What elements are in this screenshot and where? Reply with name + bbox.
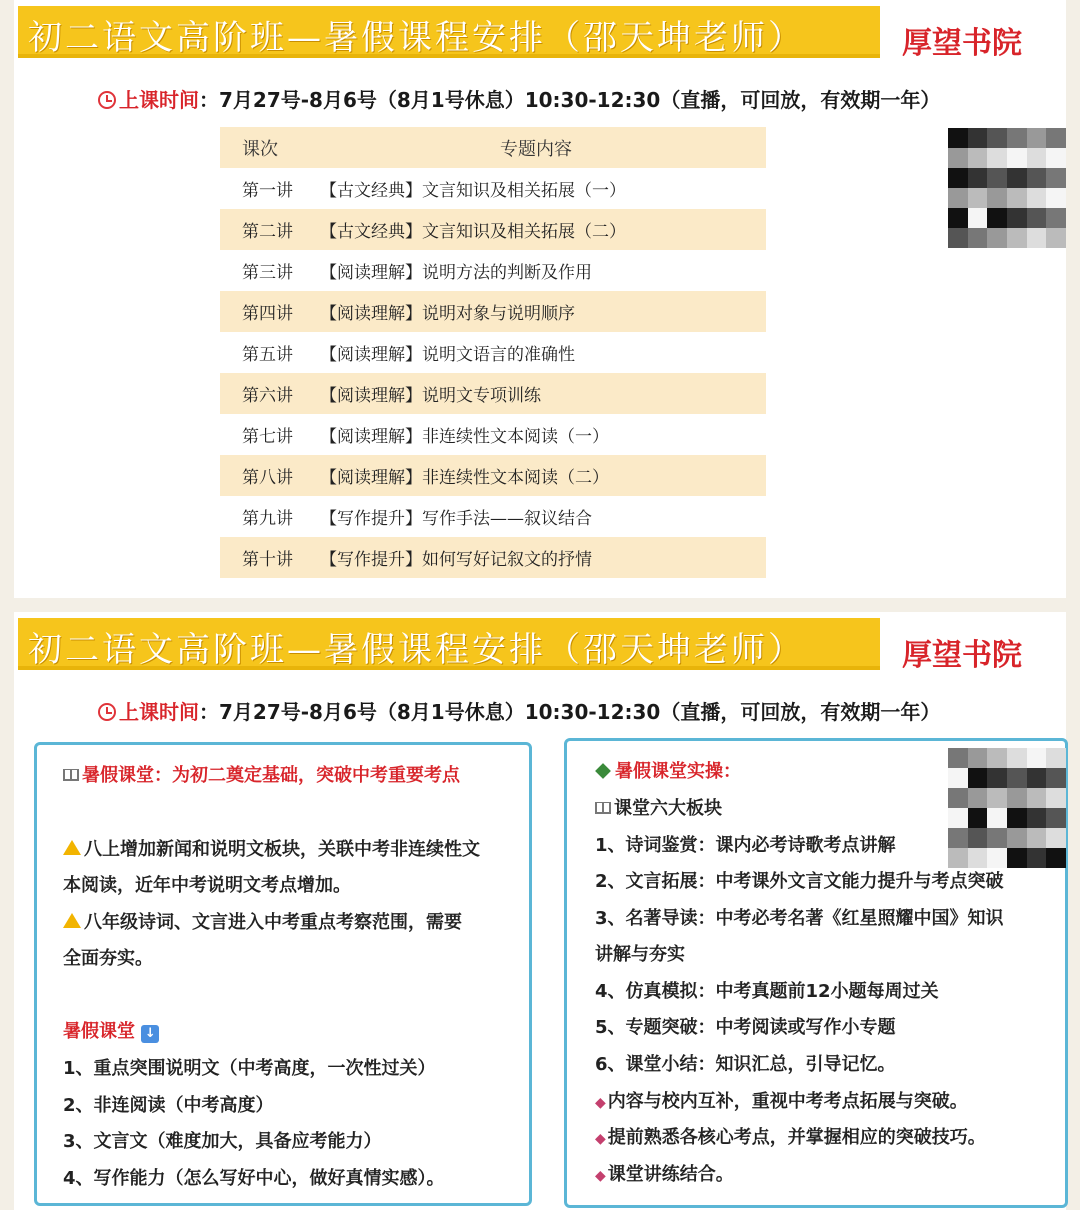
session-cell: 第四讲 — [220, 291, 320, 332]
table-header-row — [220, 127, 766, 168]
schedule-card — [14, 0, 1066, 598]
class-time-label: 上课时间 — [119, 88, 199, 112]
topic-cell: 【古文经典】文言知识及相关拓展（二） — [320, 209, 766, 250]
session-cell: 第十讲 — [220, 537, 320, 578]
banner-title: 初二语文高阶班—暑假课程安排（邵天坤老师） — [28, 630, 805, 670]
practice-heading: 暑假课堂实操： — [595, 757, 741, 783]
mark-icon: ◆ — [595, 1168, 606, 1184]
session-cell: 第九讲 — [242, 509, 293, 529]
table-row — [220, 332, 766, 373]
brand-name: 厚望书院 — [902, 638, 1022, 673]
table-row — [220, 537, 766, 578]
session-cell: 第六讲 — [220, 373, 320, 414]
topic-cell: 【阅读理解】说明文语言的准确性 — [320, 345, 575, 365]
down-arrow-icon: ↓ — [141, 1025, 159, 1043]
topic-cell: 【阅读理解】非连续性文本阅读（二） — [320, 455, 766, 496]
mark-icon: ◆ — [595, 1095, 606, 1111]
warning-icon — [63, 913, 81, 928]
list-item: 3、名著导读：中考必考名著《红星照耀中国》知识 — [595, 908, 1004, 929]
class-time-value: ：7月27号-8月6号（8月1号休息）10:30-12:30（直播，可回放，有效期一年） — [199, 700, 941, 724]
alarm-clock-icon — [98, 703, 116, 721]
session-cell: 第一讲 — [242, 181, 293, 201]
schedule-table — [220, 127, 766, 578]
qr-code-image — [948, 128, 1066, 248]
alarm-clock-icon — [98, 91, 116, 109]
class-time-value: ：7月27号-8月6号（8月1号休息）10:30-12:30（直播，可回放，有效期一年） — [199, 88, 941, 112]
list-item: 4、仿真模拟：中考真题前12小题每周过关 — [595, 981, 939, 1002]
pen-icon — [595, 763, 611, 779]
note-line: 本阅读，近年中考说明文考点增加。 — [63, 875, 351, 896]
list-item: 2、文言拓展：中考课外文言文能力提升与考点突破 — [595, 871, 1004, 892]
key-point: ◆ 课堂讲练结合。 — [595, 1164, 734, 1185]
modules-heading: 课堂六大板块 — [595, 794, 722, 820]
list-item: 2、非连阅读（中考高度） — [63, 1095, 274, 1116]
list-item: 3、文言文（难度加大，具备应考能力） — [63, 1131, 382, 1152]
topic-cell: 【阅读理解】说明方法的判断及作用 — [320, 263, 592, 283]
topic-cell: 【阅读理解】说明对象与说明顺序 — [320, 291, 766, 332]
key-point: ◆ 提前熟悉各核心考点，并掌握相应的突破技巧。 — [595, 1127, 986, 1148]
class-time-label: 上课时间 — [119, 700, 199, 724]
table-row — [220, 168, 766, 209]
class-time — [98, 84, 940, 113]
table-row — [220, 209, 766, 250]
warning-icon — [63, 840, 81, 855]
class-time — [98, 696, 940, 725]
table-row — [220, 250, 766, 291]
session-cell: 第八讲 — [220, 455, 320, 496]
table-row — [220, 414, 766, 455]
table-row — [220, 291, 766, 332]
key-point: ◆ 内容与校内互补，重视中考考点拓展与突破。 — [595, 1091, 968, 1112]
session-cell: 第二讲 — [220, 209, 320, 250]
list-item: 5、专题突破：中考阅读或写作小专题 — [595, 1017, 896, 1038]
mark-icon: ◆ — [595, 1131, 606, 1147]
list-item: 1、重点突围说明文（中考高度，一次性过关） — [63, 1058, 436, 1079]
qr-code-image — [948, 748, 1066, 868]
note-line: 八上增加新闻和说明文板块，关联中考非连续性文 — [63, 835, 480, 861]
session-cell: 第五讲 — [242, 345, 293, 365]
title-banner — [18, 6, 880, 58]
list-item: 讲解与夯实 — [595, 944, 685, 965]
list-item: 4、写作能力（怎么写好中心，做好真情实感）。 — [63, 1168, 445, 1189]
table-row — [220, 496, 766, 537]
note-line: 全面夯实。 — [63, 948, 153, 969]
note-line: 八年级诗词、文言进入中考重点考察范围，需要 — [63, 908, 462, 934]
title-banner — [18, 618, 880, 670]
list-item: 1、诗词鉴赏：课内必考诗歌考点讲解 — [595, 835, 896, 856]
table-row — [220, 455, 766, 496]
topic-cell: 【古文经典】文言知识及相关拓展（一） — [320, 181, 626, 201]
brand-name: 厚望书院 — [902, 26, 1022, 61]
summer-class-heading: 暑假课堂 ↓ — [63, 1017, 159, 1043]
goals-heading: 暑假课堂：为初二奠定基础，突破中考重要考点 — [63, 761, 460, 787]
session-cell: 第七讲 — [242, 427, 293, 447]
topic-cell: 【写作提升】如何写好记叙文的抒情 — [320, 537, 766, 578]
book-icon — [595, 802, 611, 814]
topic-cell: 【阅读理解】非连续性文本阅读（一） — [320, 427, 609, 447]
header-topic: 专题内容 — [320, 127, 766, 168]
banner-title: 初二语文高阶班—暑假课程安排（邵天坤老师） — [28, 18, 805, 58]
header-session: 课次 — [220, 127, 320, 168]
session-cell: 第三讲 — [242, 263, 293, 283]
description-card — [14, 612, 1066, 1210]
table-row — [220, 373, 766, 414]
summer-goals-box — [34, 742, 532, 1206]
list-item: 6、课堂小结：知识汇总，引导记忆。 — [595, 1054, 896, 1075]
topic-cell: 【写作提升】写作手法——叙议结合 — [320, 509, 592, 529]
book-icon — [63, 769, 79, 781]
topic-cell: 【阅读理解】说明文专项训练 — [320, 373, 766, 414]
